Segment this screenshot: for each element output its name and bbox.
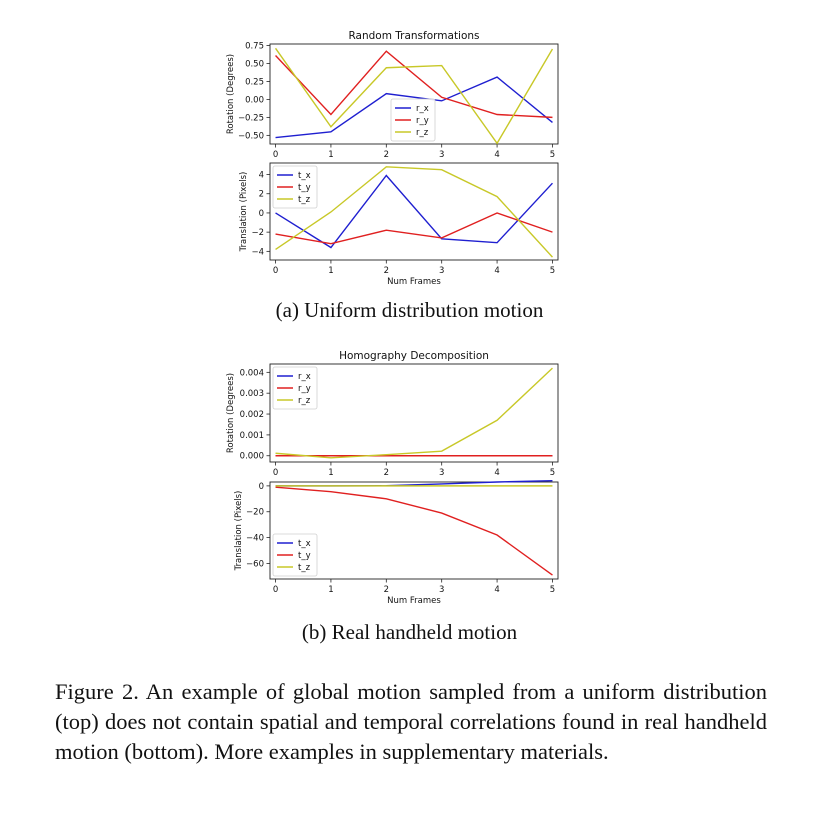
y-tick-label: 2 xyxy=(258,189,264,200)
series-line-t_x xyxy=(276,481,553,486)
y-tick-label: −0.25 xyxy=(237,113,264,124)
legend-label: t_y xyxy=(298,551,311,561)
x-tick-label: 5 xyxy=(549,266,556,276)
x-tick-label: 3 xyxy=(438,585,445,595)
legend xyxy=(391,99,435,141)
y-tick-label: 0.25 xyxy=(245,77,264,88)
x-tick-label: 1 xyxy=(328,468,334,478)
y-tick-label: 0 xyxy=(258,481,264,492)
y-tick-label: −2 xyxy=(251,228,264,239)
x-tick-label: 2 xyxy=(383,468,390,478)
y-tick-label: 0 xyxy=(258,208,264,219)
y-tick-label: 0.001 xyxy=(239,430,264,441)
x-tick-label: 3 xyxy=(438,266,445,276)
legend-label: t_x xyxy=(298,539,311,549)
legend xyxy=(273,367,317,409)
x-tick-label: 2 xyxy=(383,585,390,595)
x-tick-label: 1 xyxy=(328,585,334,595)
x-tick-label: 0 xyxy=(272,150,279,160)
y-tick-label: 4 xyxy=(258,170,264,181)
x-tick-label: 4 xyxy=(494,150,500,160)
y-tick-label: −0.50 xyxy=(237,131,264,142)
x-tick-label: 4 xyxy=(494,468,500,478)
x-tick-label: 2 xyxy=(383,150,390,160)
chart-1 xyxy=(226,30,558,160)
legend xyxy=(273,534,317,576)
chart-title: Random Transformations xyxy=(348,30,480,42)
chart-4 xyxy=(234,481,558,606)
legend-label: t_z xyxy=(298,195,311,205)
y-axis-label: Rotation (Degrees) xyxy=(226,53,236,135)
x-tick-label: 4 xyxy=(494,585,500,595)
legend-label: t_z xyxy=(298,563,311,573)
y-tick-label: −20 xyxy=(246,507,264,518)
x-tick-label: 1 xyxy=(328,266,334,276)
y-tick-label: −4 xyxy=(251,247,264,258)
x-tick-label: 4 xyxy=(494,266,500,276)
x-axis-label: Num Frames xyxy=(387,596,441,606)
legend-label: t_x xyxy=(298,171,311,181)
legend-label: r_z xyxy=(298,396,311,406)
y-axis-label: Rotation (Degrees) xyxy=(226,372,236,454)
y-tick-label: 0.002 xyxy=(239,410,264,421)
y-tick-label: 0.75 xyxy=(245,41,264,52)
y-axis-label: Translation (Pixels) xyxy=(239,171,249,252)
chart-title: Homography Decomposition xyxy=(339,350,489,362)
x-tick-label: 3 xyxy=(438,150,445,160)
legend-label: r_x xyxy=(298,372,311,382)
y-tick-label: −40 xyxy=(246,533,264,544)
legend-label: r_y xyxy=(298,384,311,394)
chart-3 xyxy=(226,350,558,478)
x-tick-label: 0 xyxy=(272,266,279,276)
y-tick-label: 0.50 xyxy=(245,59,264,70)
x-tick-label: 5 xyxy=(549,585,556,595)
x-tick-label: 0 xyxy=(272,585,279,595)
y-tick-label: 0.003 xyxy=(239,389,264,400)
y-axis-label: Translation (Pixels) xyxy=(234,490,244,571)
subcaption-a: (a) Uniform distribution motion xyxy=(275,298,544,322)
x-tick-label: 0 xyxy=(272,468,279,478)
y-tick-label: 0.000 xyxy=(239,451,264,462)
x-tick-label: 3 xyxy=(438,468,445,478)
x-tick-label: 5 xyxy=(549,150,556,160)
chart-2 xyxy=(239,163,558,287)
legend-label: r_y xyxy=(416,116,429,126)
legend xyxy=(273,166,317,208)
x-tick-label: 1 xyxy=(328,150,334,160)
x-tick-label: 2 xyxy=(383,266,390,276)
x-tick-label: 5 xyxy=(549,468,556,478)
y-tick-label: 0.00 xyxy=(245,95,264,106)
y-tick-label: −60 xyxy=(246,559,264,570)
legend-label: t_y xyxy=(298,183,311,193)
legend-label: r_z xyxy=(416,128,429,138)
figure-caption: Figure 2. An example of global motion sampled from a uniform distribution (top) does not contain spatial and temporal correlations found in real handheld motion (bottom). More examples in supplementary materials. xyxy=(55,679,767,764)
y-tick-label: 0.004 xyxy=(239,368,264,379)
legend-label: r_x xyxy=(416,104,429,114)
x-axis-label: Num Frames xyxy=(387,277,441,287)
subcaption-b: (b) Real handheld motion xyxy=(301,620,518,644)
